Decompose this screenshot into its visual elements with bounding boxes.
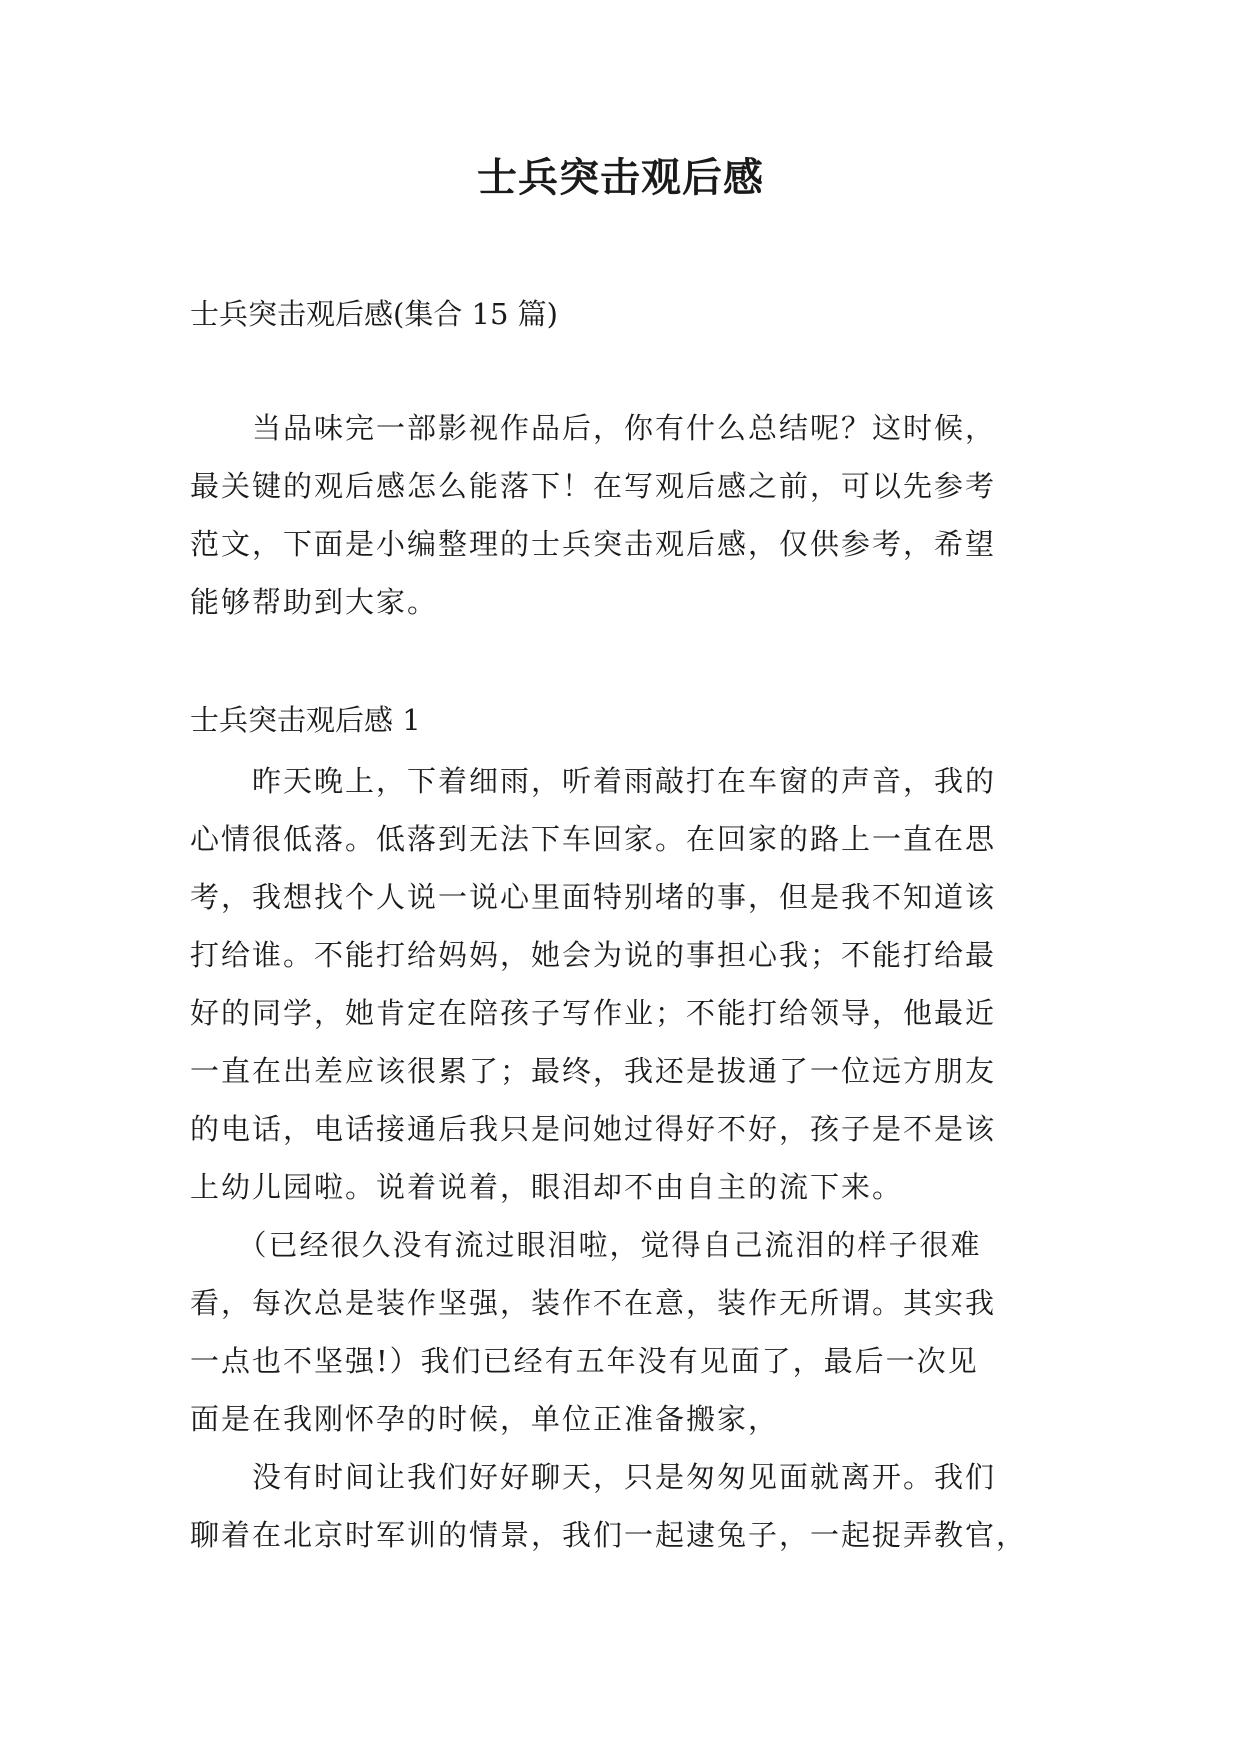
document-title: 士兵突击观后感 [477,154,764,201]
body-line: （已经很久没有流过眼泪啦，觉得自己流泪的样子很难 [190,1228,982,1262]
body-line: 一直在出差应该很累了；最终，我还是拔通了一位远方朋友 [190,1054,997,1088]
intro-line: 当品味完一部影视作品后，你有什么总结呢？这时候， [190,411,997,445]
body-line: 没有时间让我们好好聊天，只是匆匆见面就离开。我们 [190,1460,997,1494]
body-line: 看，每次总是装作坚强，装作不在意，装作无所谓。其实我 [190,1286,997,1320]
intro-paragraph [190,399,1060,631]
intro-line: 能够帮助到大家。 [190,585,439,619]
body-line: 聊着在北京时军训的情景，我们一起逮兔子，一起捉弄教官， [190,1518,1028,1552]
body-line: 心情很低落。低落到无法下车回家。在回家的路上一直在思 [190,822,997,856]
section-heading: 士兵突击观后感 1 [190,703,421,737]
body-line: 上幼儿园啦。说着说着，眼泪却不由自主的流下来。 [190,1170,904,1204]
body-line: 好的同学，她肯定在陪孩子写作业；不能打给领导，他最近 [190,996,997,1030]
intro-line: 最关键的观后感怎么能落下！在写观后感之前，可以先参考 [190,469,997,503]
body-line: 一点也不坚强!）我们已经有五年没有见面了，最后一次见 [190,1344,979,1378]
body-line: 昨天晚上，下着细雨，听着雨敲打在车窗的声音，我的 [190,764,997,798]
document-subtitle: 士兵突击观后感(集合 15 篇) [190,297,558,331]
body-line: 的电话，电话接通后我只是问她过得好不好，孩子是不是该 [190,1112,997,1146]
body-line: 打给谁。不能打给妈妈，她会为说的事担心我；不能打给最 [190,938,997,972]
body-line: 考，我想找个人说一说心里面特别堵的事，但是我不知道该 [190,880,997,914]
essay-body [190,752,1060,1564]
body-line: 面是在我刚怀孕的时候，单位正准备搬家， [190,1402,780,1436]
intro-line: 范文，下面是小编整理的士兵突击观后感，仅供参考，希望 [190,527,997,561]
